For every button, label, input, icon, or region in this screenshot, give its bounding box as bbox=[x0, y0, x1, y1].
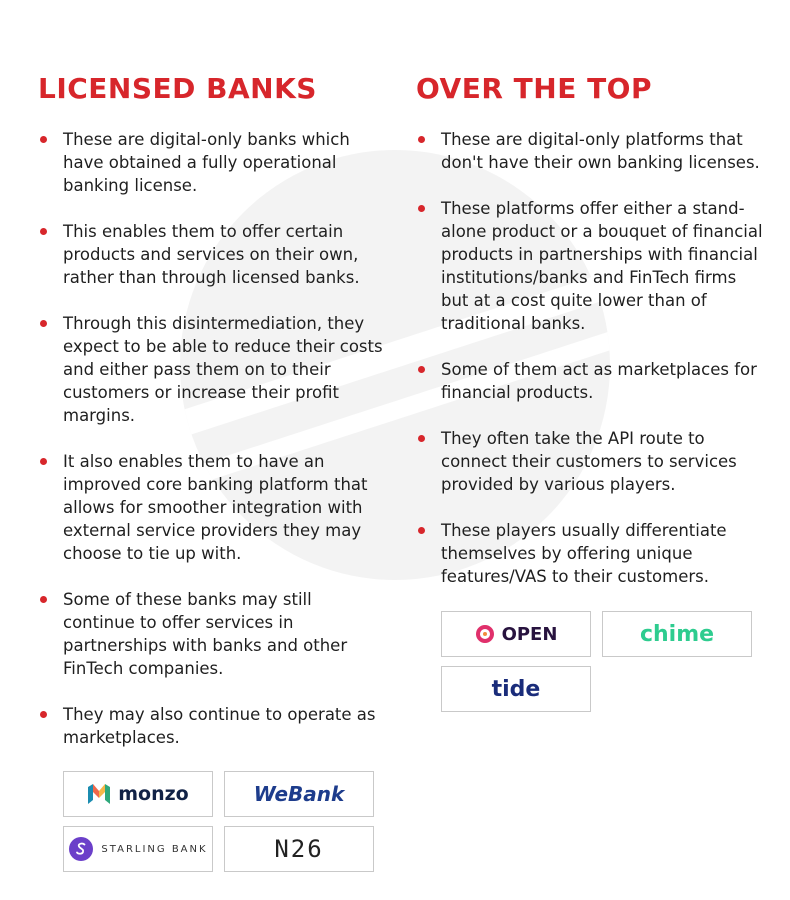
chime-logo bbox=[602, 611, 752, 657]
list-item bbox=[416, 197, 766, 335]
list-item bbox=[38, 220, 383, 289]
starling-bank-logo bbox=[63, 826, 213, 872]
licensed-banks-list bbox=[38, 128, 383, 749]
chime-wordmark: chime bbox=[639, 621, 715, 647]
bullet-icon bbox=[418, 435, 425, 442]
tide-wordmark: tide bbox=[491, 676, 541, 702]
starling-s-icon bbox=[68, 836, 94, 862]
monzo-m-icon bbox=[87, 783, 111, 805]
list-item-text: Some of them act as marketplaces for financial products. bbox=[441, 360, 757, 402]
list-item-text: These are digital-only platforms that don't have their own banking licenses. bbox=[441, 130, 760, 172]
list-item bbox=[38, 312, 383, 427]
list-item bbox=[38, 588, 383, 680]
list-item-text: These players usually differentiate themselves by offering unique features/VAS to their customers. bbox=[441, 521, 727, 586]
n26-logo bbox=[224, 826, 374, 872]
over-the-top-title: OVER THE TOP bbox=[416, 72, 652, 105]
over-the-top-column bbox=[416, 70, 766, 712]
starling-wordmark: STARLING BANK bbox=[101, 843, 208, 855]
n26-wordmark: N26 bbox=[274, 835, 324, 863]
bullet-icon bbox=[40, 711, 47, 718]
list-item bbox=[416, 519, 766, 588]
list-item-text: These are digital-only banks which have obtained a fully operational banking license. bbox=[63, 130, 350, 195]
bullet-icon bbox=[418, 205, 425, 212]
bullet-icon bbox=[40, 136, 47, 143]
list-item bbox=[416, 358, 766, 404]
list-item-text: They often take the API route to connect their customers to services provided by various players. bbox=[441, 429, 737, 494]
licensed-banks-column bbox=[38, 70, 383, 872]
list-item bbox=[38, 703, 383, 749]
list-item bbox=[416, 427, 766, 496]
bullet-icon bbox=[40, 596, 47, 603]
list-item-text: Through this disintermediation, they expect to be able to reduce their costs and either pass them on to their customers or increase their profit margins. bbox=[63, 314, 383, 425]
bullet-icon bbox=[40, 320, 47, 327]
bullet-icon bbox=[418, 527, 425, 534]
list-item-text: They may also continue to operate as marketplaces. bbox=[63, 705, 376, 747]
monzo-wordmark: monzo bbox=[118, 783, 189, 805]
licensed-banks-logos bbox=[63, 771, 383, 872]
list-item-text: This enables them to offer certain products and services on their own, rather than through licensed banks. bbox=[63, 222, 360, 287]
open-wordmark: OPEN bbox=[501, 623, 558, 645]
over-the-top-list bbox=[416, 128, 766, 588]
monzo-logo bbox=[63, 771, 213, 817]
over-the-top-logos bbox=[441, 611, 766, 712]
list-item-text: Some of these banks may still continue to offer services in partnerships with banks and other FinTech companies. bbox=[63, 590, 348, 678]
bullet-icon bbox=[418, 136, 425, 143]
open-logo bbox=[441, 611, 591, 657]
list-item-text: These platforms offer either a stand-alone product or a bouquet of financial products in partnerships with financial institutions/banks and FinTech firms but at a cost quite lower than of traditional banks. bbox=[441, 199, 763, 333]
bullet-icon bbox=[40, 458, 47, 465]
open-ring-icon bbox=[475, 624, 495, 644]
list-item bbox=[416, 128, 766, 174]
webank-logo bbox=[224, 771, 374, 817]
list-item bbox=[38, 450, 383, 565]
webank-wordmark: WeBank bbox=[253, 782, 345, 806]
list-item bbox=[38, 128, 383, 197]
tide-logo bbox=[441, 666, 591, 712]
list-item-text: It also enables them to have an improved core banking platform that allows for smoother integration with external service providers they may choose to tie up with. bbox=[63, 452, 368, 563]
bullet-icon bbox=[40, 228, 47, 235]
licensed-banks-title: LICENSED BANKS bbox=[38, 72, 317, 105]
bullet-icon bbox=[418, 366, 425, 373]
